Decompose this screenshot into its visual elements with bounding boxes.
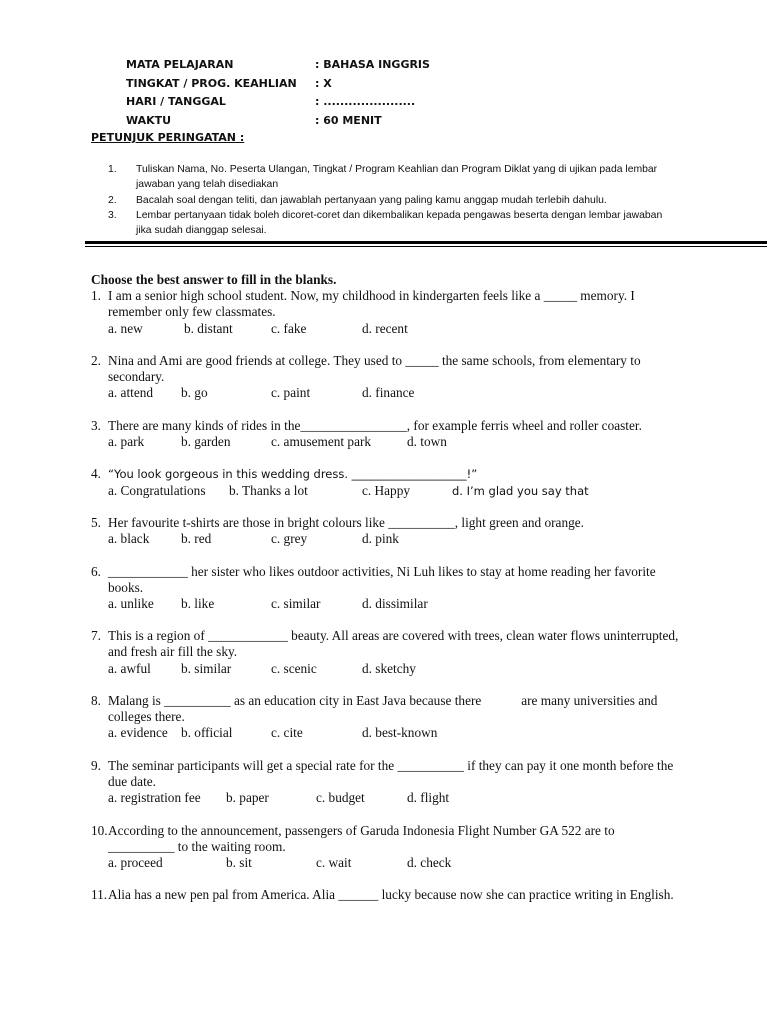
rule-number: 2. bbox=[108, 194, 117, 206]
question-item bbox=[91, 887, 681, 903]
question-text: ____________ her sister who likes outdoor activities, Ni Luh likes to stay at home reading her favorite books. bbox=[108, 563, 656, 595]
answer-option[interactable]: d. flight bbox=[407, 790, 450, 806]
rule-number: 3. bbox=[108, 209, 117, 221]
rule-text: Tuliskan Nama, No. Peserta Ulangan, Tingkat / Program Keahlian dan Program Diklat yang di ujikan pada lembar jawaban yang telah disediakan bbox=[136, 164, 658, 191]
header-value: : BAHASA INGGRIS bbox=[315, 58, 430, 71]
answer-option[interactable]: a. registration fee bbox=[108, 790, 201, 806]
answer-option[interactable]: d. finance bbox=[362, 385, 415, 401]
answer-option[interactable]: a. awful bbox=[108, 660, 151, 676]
answer-option[interactable]: c. budget bbox=[316, 790, 365, 806]
answer-option[interactable]: d. dissimilar bbox=[362, 595, 428, 611]
header-label: MATA PELAJARAN bbox=[126, 58, 234, 71]
answer-option[interactable]: c. scenic bbox=[271, 660, 317, 676]
answer-option[interactable]: c. similar bbox=[271, 595, 321, 611]
question-text: “You look gorgeous in this wedding dress. ____________________!” bbox=[108, 467, 478, 482]
answer-options bbox=[108, 531, 681, 547]
answer-option[interactable]: d. pink bbox=[362, 531, 399, 547]
question-item bbox=[91, 515, 681, 547]
answer-option[interactable]: a. park bbox=[108, 433, 145, 449]
question-text: There are many kinds of rides in the________________, for example ferris wheel and roller coaster. bbox=[108, 417, 642, 433]
answer-option[interactable]: c. amusement park bbox=[271, 433, 372, 449]
rule-number: 1. bbox=[108, 164, 117, 175]
header-label: HARI / TANGGAL bbox=[126, 95, 226, 108]
question-number: 2. bbox=[91, 352, 101, 368]
answer-option[interactable]: b. red bbox=[181, 531, 212, 547]
answer-option[interactable]: c. grey bbox=[271, 531, 308, 547]
warning-title: PETUNJUK PERINGATAN : bbox=[91, 131, 245, 144]
rule-text: Lembar pertanyaan tidak boleh dicoret-coret dan dikembalikan kepada pengawas beserta dengan lembar jawaban jika sudah dianggap selesai. bbox=[136, 209, 663, 237]
answer-option[interactable]: a. black bbox=[108, 531, 150, 547]
question-text: Nina and Ami are good friends at college. They used to _____ the same schools, from elementary to secondary. bbox=[108, 352, 641, 385]
question-item bbox=[91, 288, 681, 337]
answer-option[interactable]: a. attend bbox=[108, 385, 154, 401]
answer-option[interactable]: a. unlike bbox=[108, 595, 154, 611]
answer-option[interactable]: b. paper bbox=[226, 790, 269, 806]
answer-options bbox=[108, 855, 681, 871]
question-item bbox=[91, 758, 681, 807]
answer-option[interactable]: b. like bbox=[181, 595, 215, 611]
answer-options bbox=[108, 483, 681, 499]
answer-options bbox=[108, 385, 681, 401]
question-number: 4. bbox=[91, 466, 101, 482]
question-item bbox=[91, 353, 681, 402]
answer-options bbox=[108, 790, 681, 806]
question-item bbox=[91, 823, 681, 872]
answer-option[interactable]: c. Happy bbox=[362, 482, 410, 498]
header-value: : ...................... bbox=[315, 95, 416, 108]
question-item bbox=[91, 628, 681, 677]
header-label: WAKTU bbox=[126, 113, 172, 127]
question-number: 3. bbox=[91, 417, 101, 433]
answer-options bbox=[108, 661, 681, 677]
question-item bbox=[91, 418, 681, 450]
answer-option[interactable]: d. town bbox=[407, 433, 447, 449]
question-text: This is a region of ____________ beauty. All areas are covered with trees, clean water flows uninterrupted, and fresh air fill the sky. bbox=[108, 628, 679, 660]
answer-option[interactable]: c. fake bbox=[271, 320, 307, 336]
question-text: According to the announcement, passengers of Garuda Indonesia Flight Number GA 522 are to __________ to the waiting room. bbox=[108, 822, 615, 854]
question-text: Alia has a new pen pal from America. Alia ______ lucky because now she can practice writing in English. bbox=[108, 887, 674, 903]
answer-option[interactable]: a. evidence bbox=[108, 725, 168, 741]
answer-option[interactable]: d. recent bbox=[362, 320, 408, 336]
answer-option[interactable]: d. I’m glad you say that bbox=[452, 483, 589, 498]
question-item bbox=[91, 564, 681, 613]
instruction-text: Choose the best answer to fill in the blanks. bbox=[91, 272, 337, 287]
header-label: TINGKAT / PROG. KEAHLIAN bbox=[126, 76, 297, 90]
answer-options bbox=[108, 434, 681, 450]
answer-option[interactable]: c. wait bbox=[316, 855, 352, 871]
rule-text: Bacalah soal dengan teliti, dan jawablah pertanyaan yang paling kamu anggap mudah terlebih dahulu. bbox=[136, 194, 607, 206]
question-text: I am a senior high school student. Now, my childhood in kindergarten feels like a _____ memory. I remember only few classmates. bbox=[108, 288, 635, 320]
answer-option[interactable]: c. cite bbox=[271, 725, 303, 741]
answer-option[interactable]: d. best-known bbox=[362, 725, 438, 741]
question-number: 9. bbox=[91, 757, 101, 773]
question-number: 10. bbox=[91, 822, 108, 838]
question-number: 1. bbox=[91, 288, 101, 304]
rule-item bbox=[108, 193, 678, 208]
answer-option[interactable]: b. go bbox=[181, 385, 208, 401]
header-value: : X bbox=[315, 76, 332, 90]
question-number: 7. bbox=[91, 628, 101, 644]
question-number: 8. bbox=[91, 693, 101, 709]
header-value: : 60 MENIT bbox=[315, 113, 382, 127]
answer-option[interactable]: b. similar bbox=[181, 660, 232, 676]
question-item bbox=[91, 693, 681, 742]
answer-option[interactable]: b. distant bbox=[184, 320, 233, 336]
question-text: Her favourite t-shirts are those in bright colours like __________, light green and orange. bbox=[108, 514, 584, 530]
answer-options bbox=[108, 321, 681, 337]
answer-option[interactable]: a. new bbox=[108, 320, 143, 336]
answer-option[interactable]: d. check bbox=[407, 855, 452, 871]
question-text: The seminar participants will get a special rate for the __________ if they can pay it one month before the due date. bbox=[108, 757, 674, 790]
answer-options bbox=[108, 725, 681, 741]
header-divider-thin bbox=[85, 246, 767, 247]
question-number: 6. bbox=[91, 563, 101, 579]
question-number: 5. bbox=[91, 514, 101, 530]
rule-item bbox=[108, 208, 678, 239]
answer-option[interactable]: d. sketchy bbox=[362, 660, 416, 676]
answer-option[interactable]: b. Thanks a lot bbox=[229, 482, 308, 498]
question-item bbox=[91, 466, 681, 498]
answer-option[interactable]: b. sit bbox=[226, 855, 252, 871]
answer-option[interactable]: a. Congratulations bbox=[108, 482, 206, 498]
question-number: 11. bbox=[91, 887, 108, 903]
answer-options bbox=[108, 596, 681, 612]
header-divider-thick bbox=[85, 241, 767, 244]
answer-option[interactable]: c. paint bbox=[271, 385, 311, 401]
answer-option[interactable]: b. garden bbox=[181, 433, 231, 449]
answer-option[interactable]: b. official bbox=[181, 725, 233, 741]
answer-option[interactable]: a. proceed bbox=[108, 855, 163, 871]
rule-item bbox=[108, 162, 678, 193]
questions-section bbox=[91, 272, 681, 904]
question-text: Malang is __________ as an education city in East Java because there are many universities and colleges there. bbox=[108, 693, 661, 725]
rules-list bbox=[108, 162, 678, 238]
